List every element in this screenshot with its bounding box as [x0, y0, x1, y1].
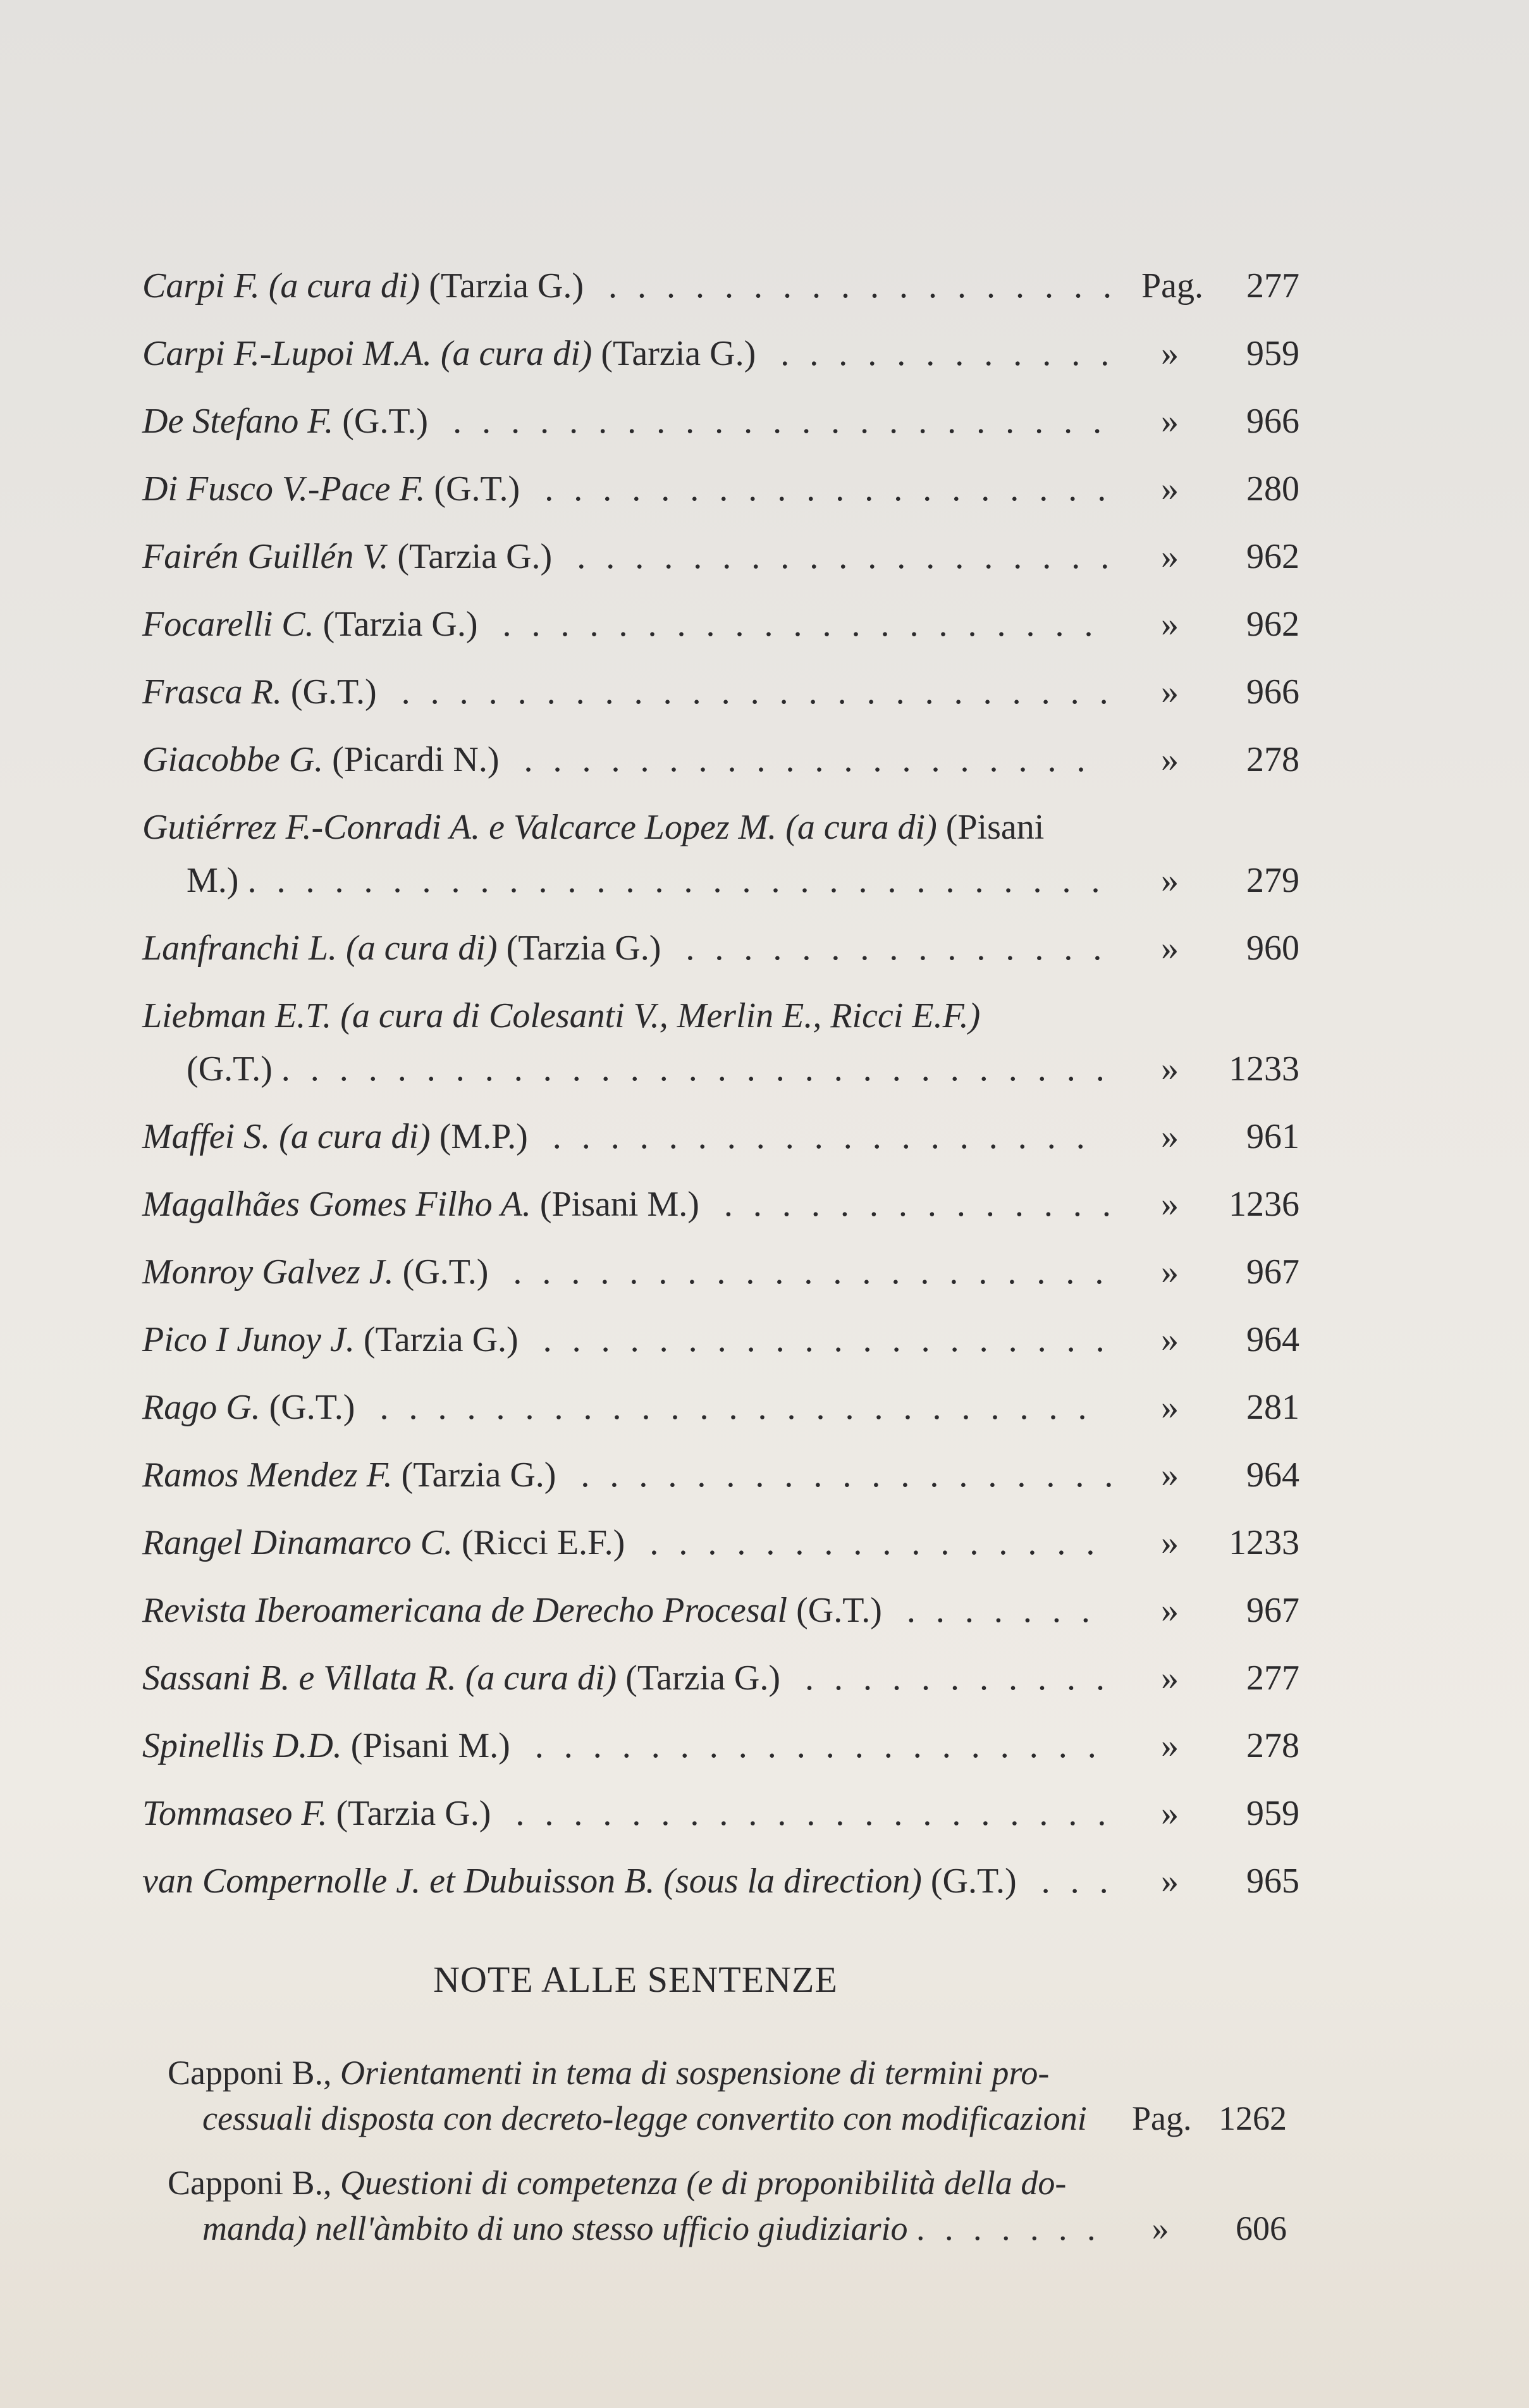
- dot-leader: . . . . . . . . . . . .: [766, 334, 1115, 373]
- entry-text: [142, 1584, 1126, 1637]
- page-reference: [1126, 462, 1299, 516]
- page-number: 962: [1246, 605, 1299, 644]
- entry-first-line: [142, 1252, 1109, 1292]
- dot-leader: . . . . . . . . . . . . . . . . . . .: [562, 537, 1115, 576]
- page-reference: [1126, 1178, 1299, 1231]
- index-entry: [142, 922, 1331, 975]
- page-number: 277: [1246, 1658, 1299, 1698]
- entry-reviewer: (Tarzia G.): [401, 1455, 556, 1495]
- note-title-line-1: Questioni di competenza (e di proponibilità della do-: [340, 2164, 1067, 2202]
- entry-author: Sassani B. e Villata R. (a cura di): [142, 1658, 617, 1698]
- index-entry: [142, 733, 1331, 786]
- entry-author: Rangel Dinamarco C.: [142, 1523, 453, 1562]
- note-text: [168, 2160, 1116, 2251]
- page-prefix: »: [1161, 402, 1179, 441]
- entry-author: Carpi F. (a cura di): [142, 266, 421, 306]
- entry-reviewer: (Pisani M.): [350, 1726, 510, 1765]
- entry-reviewer: (Pisani M.): [539, 1185, 699, 1224]
- entry-text: [142, 1178, 1126, 1231]
- entry-first-line: [142, 740, 1091, 779]
- page-number: 277: [1246, 266, 1299, 306]
- entry-first-line: [142, 672, 1114, 712]
- page-reference: [1116, 2096, 1287, 2141]
- page-number: 964: [1246, 1455, 1299, 1495]
- entry-text: [142, 462, 1126, 516]
- entry-reviewer: (G.T.): [402, 1252, 489, 1292]
- page-reference: [1126, 1719, 1299, 1772]
- page-number: 959: [1246, 1794, 1299, 1833]
- page-reference: [1126, 1042, 1299, 1096]
- index-page: [142, 259, 1331, 2270]
- page-reference: [1116, 2206, 1287, 2251]
- index-entry: [142, 1245, 1331, 1299]
- entry-reviewer-continued: (G.T.): [187, 1049, 273, 1089]
- page-number: 959: [1246, 334, 1299, 373]
- entry-reviewer: (Tarzia G.): [322, 605, 478, 644]
- entry-first-line: [142, 1658, 1110, 1698]
- dot-leader: . . . . . . . . . . . . . . . . . . . . .: [501, 1794, 1112, 1833]
- entry-first-line: [142, 1794, 1112, 1833]
- page-prefix: »: [1161, 672, 1179, 712]
- entry-author: De Stefano F.: [142, 402, 334, 441]
- page-prefix: »: [1161, 1862, 1179, 1901]
- dot-leader: . . . . . . . . . . . . . . . . . . . .: [530, 469, 1112, 509]
- page-number: 1236: [1229, 1185, 1299, 1224]
- page-number: 967: [1246, 1252, 1299, 1292]
- page-prefix: »: [1161, 1320, 1179, 1359]
- page-number: 280: [1246, 469, 1299, 509]
- entry-text: [142, 259, 1126, 312]
- entry-first-line: [142, 469, 1112, 509]
- entry-reviewer: (Tarzia G.): [429, 266, 584, 306]
- entry-text: [142, 598, 1126, 651]
- page-prefix: »: [1161, 469, 1179, 509]
- entry-first-line: [142, 1523, 1100, 1562]
- dot-leader: . . . . . . . . . . . . . . . . . . . .: [520, 1726, 1102, 1765]
- entry-reviewer: (Tarzia G.): [336, 1794, 491, 1833]
- entry-text: [142, 1381, 1126, 1434]
- entry-text: [142, 733, 1126, 786]
- index-entry: [142, 1381, 1331, 1434]
- entry-author: Focarelli C.: [142, 605, 314, 644]
- page-prefix: Pag.: [1132, 2099, 1192, 2137]
- index-entry: [142, 1584, 1331, 1637]
- page-number: 278: [1246, 740, 1299, 779]
- page-number: 279: [1246, 861, 1299, 900]
- entry-author: Fairén Guillén V.: [142, 537, 389, 576]
- entry-first-line: [142, 1117, 1091, 1156]
- entry-reviewer: (G.T.): [342, 402, 429, 441]
- page-prefix: »: [1161, 929, 1179, 968]
- dot-leader: . . . . . . . . . . . . . . . . . . . . . . . . .: [365, 1388, 1093, 1427]
- page-reference: [1126, 854, 1299, 907]
- index-entry: [142, 1110, 1331, 1163]
- entry-author: Frasca R.: [142, 672, 282, 712]
- entry-reviewer: (M.P.): [439, 1117, 528, 1156]
- page-reference: [1126, 1652, 1299, 1705]
- note-continuation-line: [168, 2206, 1116, 2251]
- entry-continuation-line: [142, 1042, 1126, 1096]
- entry-author: Liebman E.T. (a cura di Colesanti V., Merlin E., Ricci E.F.): [142, 996, 981, 1035]
- entry-author: Giacobbe G.: [142, 740, 324, 779]
- page-number: 967: [1246, 1591, 1299, 1630]
- note-title-line-1: Orientamenti in tema di sospensione di termini pro-: [340, 2054, 1050, 2092]
- page-reference: [1126, 1110, 1299, 1163]
- entry-first-line: [142, 1388, 1092, 1427]
- dot-leader: . . . . . . . . . . . . . . . . . . . . . . . . . . . . .: [281, 1049, 1110, 1089]
- dot-leader: . . . . . . . . . . . . . . . . . .: [594, 266, 1118, 306]
- notes-list: [142, 2050, 1331, 2251]
- note-entry: [142, 2160, 1331, 2251]
- entry-continuation-line: [142, 854, 1126, 907]
- dot-leader: . . . . . . . . . . . . . . . .: [635, 1523, 1101, 1562]
- note-text: [168, 2050, 1116, 2141]
- page-reference: [1126, 922, 1299, 975]
- page-reference: [1126, 259, 1299, 312]
- entry-author: Di Fusco V.-Pace F.: [142, 469, 426, 509]
- entry-first-line: [142, 996, 980, 1035]
- page-reference: [1126, 327, 1299, 380]
- entry-author: van Compernolle J. et Dubuisson B. (sous la direction): [142, 1862, 922, 1901]
- page-reference: [1126, 1381, 1299, 1434]
- entry-reviewer: (Tarzia G.): [397, 537, 553, 576]
- page-prefix: »: [1161, 740, 1179, 779]
- page-prefix: »: [1161, 1117, 1179, 1156]
- page-reference: [1126, 598, 1299, 651]
- dot-leader: . . . . . . . . . . . . . . .: [671, 929, 1108, 968]
- entry-text: [142, 1719, 1126, 1772]
- page-prefix: »: [1161, 1726, 1179, 1765]
- entry-reviewer: (Tarzia G.): [601, 334, 756, 373]
- note-entry: [142, 2050, 1331, 2141]
- note-author: Capponi B.,: [168, 2164, 332, 2202]
- page-prefix: »: [1161, 605, 1179, 644]
- entry-text: [142, 1313, 1126, 1366]
- page-prefix: »: [1161, 1523, 1179, 1562]
- dot-leader: . . . . . . . . . . .: [790, 1658, 1111, 1698]
- page-reference: [1126, 1448, 1299, 1502]
- note-continuation-line: [168, 2096, 1116, 2141]
- index-entry: [142, 1719, 1331, 1772]
- page-prefix: »: [1161, 861, 1179, 900]
- entry-first-line: [142, 1185, 1117, 1224]
- entry-text: [142, 530, 1126, 583]
- entry-first-line: [142, 808, 1054, 847]
- entry-text: [142, 665, 1126, 719]
- index-entry: [142, 1516, 1331, 1569]
- entry-author: Pico I Junoy J.: [142, 1320, 355, 1359]
- page-prefix: »: [1161, 1794, 1179, 1833]
- entry-reviewer: (G.T.): [269, 1388, 355, 1427]
- page-number: 606: [1236, 2209, 1287, 2247]
- entry-first-line: [142, 402, 1107, 441]
- reviews-list: [142, 259, 1331, 1908]
- note-author: Capponi B.,: [168, 2054, 332, 2092]
- page-number: 964: [1246, 1320, 1299, 1359]
- entry-text: [142, 1855, 1126, 1908]
- note-title-line-2: cessuali disposta con decreto-legge convertito con modificazioni: [202, 2099, 1087, 2137]
- entry-author: Tommaseo F.: [142, 1794, 328, 1833]
- index-entry: [142, 395, 1331, 448]
- entry-first-line: [142, 334, 1115, 373]
- page-reference: [1126, 1855, 1299, 1908]
- entry-first-line: [142, 537, 1115, 576]
- page-prefix: »: [1151, 2209, 1169, 2247]
- entry-author: Maffei S. (a cura di): [142, 1117, 431, 1156]
- page-number: 1262: [1219, 2099, 1287, 2137]
- entry-text: [142, 1787, 1126, 1840]
- page-number: 1233: [1229, 1523, 1299, 1562]
- entry-author: Rago G.: [142, 1388, 261, 1427]
- dot-leader: . . . . . . . . . . . . . . . . . . . . .: [488, 605, 1099, 644]
- entry-first-line: [142, 1320, 1110, 1359]
- page-reference: [1126, 665, 1299, 719]
- page-number: 962: [1246, 537, 1299, 576]
- page-number: 965: [1246, 1862, 1299, 1901]
- entry-text: [142, 989, 1126, 1096]
- entry-author: Ramos Mendez F.: [142, 1455, 393, 1495]
- entry-text: [142, 395, 1126, 448]
- dot-leader: . . . . . . . . . . . . . . . . . . . . . . . . .: [386, 672, 1114, 712]
- page-reference: [1126, 1787, 1299, 1840]
- entry-reviewer-continued: M.): [187, 861, 239, 900]
- entry-reviewer: (G.T.): [930, 1862, 1017, 1901]
- index-entry: [142, 259, 1331, 312]
- dot-leader: . . . . . . . . . . . . . . . . . . . .: [509, 740, 1091, 779]
- index-entry: [142, 598, 1331, 651]
- page-prefix: »: [1161, 1185, 1179, 1224]
- entry-author: Lanfranchi L. (a cura di): [142, 929, 498, 968]
- dot-leader: . . . . . . . . . . . . . . . . . . .: [537, 1117, 1091, 1156]
- entry-first-line: [142, 266, 1117, 306]
- entry-author: Spinellis D.D.: [142, 1726, 342, 1765]
- index-entry: [142, 801, 1331, 907]
- entry-text: [142, 1110, 1126, 1163]
- index-entry: [142, 327, 1331, 380]
- page-number: 960: [1246, 929, 1299, 968]
- note-title-line-2: manda) nell'àmbito di uno stesso ufficio giudiziario: [202, 2209, 908, 2247]
- page-prefix: »: [1161, 1049, 1179, 1089]
- entry-reviewer: (Picardi N.): [332, 740, 500, 779]
- entry-text: [142, 1652, 1126, 1705]
- dot-leader: . . . . . . . . . . . . . . . . . . . . . . .: [438, 402, 1108, 441]
- entry-text: [142, 1448, 1126, 1502]
- dot-leader: . . . . . . . . . . . . . . . . . . . . .: [498, 1252, 1110, 1292]
- page-reference: [1126, 1516, 1299, 1569]
- entry-reviewer: (G.T.): [434, 469, 520, 509]
- entry-first-line: [142, 605, 1098, 644]
- entry-reviewer: (G.T.): [796, 1591, 882, 1630]
- page-number: 961: [1246, 1117, 1299, 1156]
- index-entry: [142, 530, 1331, 583]
- page-reference: [1126, 733, 1299, 786]
- entry-author: Carpi F.-Lupoi M.A. (a cura di): [142, 334, 593, 373]
- entry-author: Monroy Galvez J.: [142, 1252, 394, 1292]
- dot-leader: . . . . . . . . . . . . . . . . . . . .: [528, 1320, 1110, 1359]
- index-entry: [142, 989, 1331, 1096]
- dot-leader: . . . . . . . . . . . . . . . . . . .: [566, 1455, 1119, 1495]
- page-reference: [1126, 1313, 1299, 1366]
- index-entry: [142, 1787, 1331, 1840]
- page-prefix: »: [1161, 1252, 1179, 1292]
- page-prefix: »: [1161, 1591, 1179, 1630]
- page-reference: [1126, 395, 1299, 448]
- page-number: 281: [1246, 1388, 1299, 1427]
- dot-leader: . . .: [1026, 1862, 1114, 1901]
- page-reference: [1126, 1584, 1299, 1637]
- page-prefix: Pag.: [1141, 266, 1203, 306]
- section-title: NOTE ALLE SENTENZE: [433, 1959, 838, 2000]
- page-reference: [1126, 1245, 1299, 1299]
- index-entry: [142, 1652, 1331, 1705]
- page-prefix: »: [1161, 1455, 1179, 1495]
- entry-reviewer: (Pisani: [945, 808, 1045, 847]
- page-prefix: »: [1161, 334, 1179, 373]
- entry-first-line: [142, 1591, 1096, 1630]
- page-number: 1233: [1229, 1049, 1299, 1089]
- page-prefix: »: [1161, 1388, 1179, 1427]
- entry-text: [142, 1245, 1126, 1299]
- entry-text: [142, 801, 1126, 907]
- entry-text: [142, 327, 1126, 380]
- dot-leader: . . . . . . .: [916, 2209, 1102, 2247]
- page-prefix: »: [1161, 537, 1179, 576]
- entry-text: [142, 922, 1126, 975]
- entry-reviewer: (Tarzia G.): [363, 1320, 519, 1359]
- entry-author: Gutiérrez F.-Conradi A. e Valcarce Lopez M. (a cura di): [142, 808, 937, 847]
- page-reference: [1126, 530, 1299, 583]
- entry-first-line: [142, 929, 1107, 968]
- entry-reviewer: (Tarzia G.): [506, 929, 661, 968]
- page-number: 278: [1246, 1726, 1299, 1765]
- entry-reviewer: (Tarzia G.): [625, 1658, 781, 1698]
- entry-reviewer: (Ricci E.F.): [461, 1523, 625, 1562]
- index-entry: [142, 665, 1331, 719]
- entry-author: Magalhães Gomes Filho A.: [142, 1185, 531, 1224]
- page-prefix: »: [1161, 1658, 1179, 1698]
- page-number: 966: [1246, 672, 1299, 712]
- entry-text: [142, 1516, 1126, 1569]
- dot-leader: . . . . . . . . . . . . . . . . . . . . . . . . . . . . . .: [247, 861, 1106, 900]
- dot-leader: . . . . . . . . . . . . . .: [709, 1185, 1117, 1224]
- index-entry: [142, 1448, 1331, 1502]
- index-entry: [142, 1178, 1331, 1231]
- entry-first-line: [142, 1455, 1119, 1495]
- page-number: 966: [1246, 402, 1299, 441]
- entry-first-line: [142, 1862, 1114, 1901]
- index-entry: [142, 462, 1331, 516]
- entry-reviewer: (G.T.): [290, 672, 377, 712]
- entry-author: Revista Iberoamericana de Derecho Procesal: [142, 1591, 788, 1630]
- index-entry: [142, 1855, 1331, 1908]
- entry-first-line: [142, 1726, 1102, 1765]
- dot-leader: . . . . . . .: [892, 1591, 1096, 1630]
- index-entry: [142, 1313, 1331, 1366]
